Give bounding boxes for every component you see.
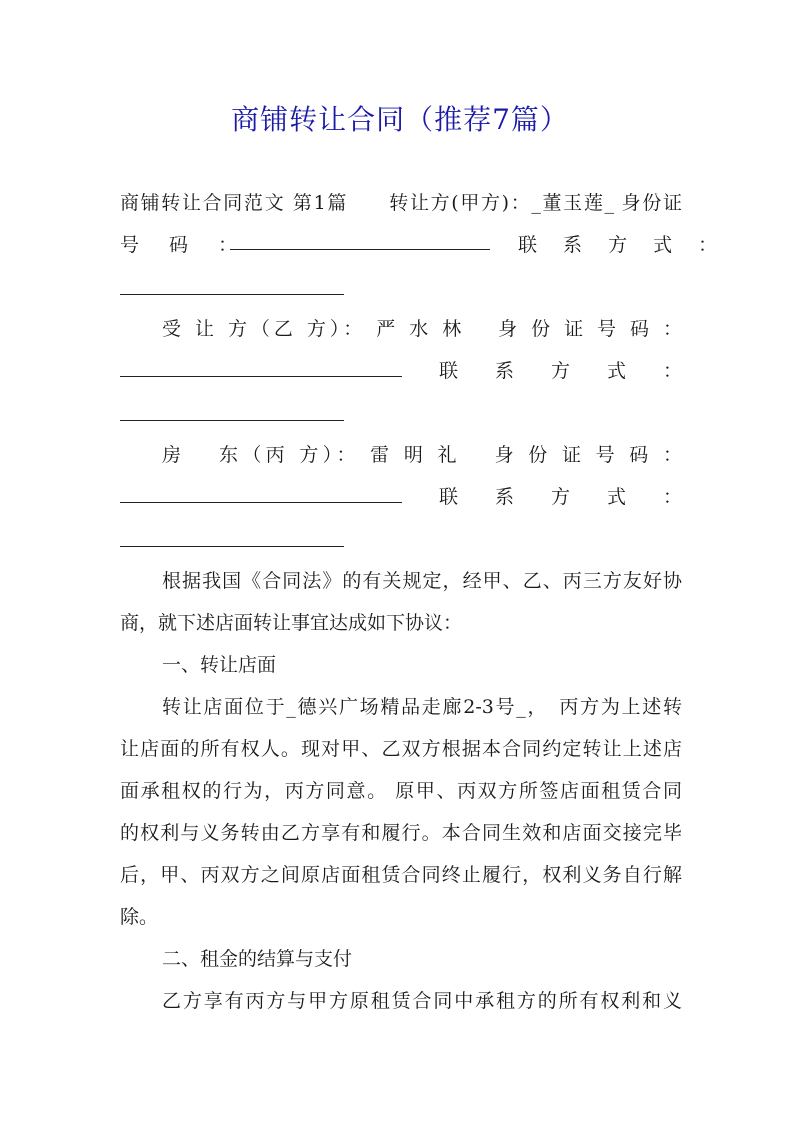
section1-line-5: 后，甲、丙双方之间原店面租赁合同终止履行，权利义务自行解 <box>120 864 682 886</box>
party-a-idno-line <box>120 231 728 259</box>
party-b-line: 受 让 方（乙 方）： 严 水 林 身 份 证 号 码 ： <box>162 318 682 340</box>
section1-line-2: 让店面的所有权人。现对甲、乙双方根据本合同约定转让上述店 <box>120 738 682 760</box>
party-c-contact-line <box>120 483 682 511</box>
party-b-contact-char: 方 <box>550 360 570 382</box>
party-b-contact-char: ： <box>662 360 682 382</box>
party-b-contact-char: 系 <box>494 360 514 382</box>
party-c-contact-blank <box>120 546 344 547</box>
party-a-idno-blank <box>230 231 490 250</box>
header-line: 商铺转让合同范文 第1篇 转让方(甲方)：_董玉莲_ 身份证 <box>120 192 682 214</box>
party-a-contact-blank <box>120 294 344 295</box>
party-c-line: 房 东（丙 方）： 雷 明 礼 身 份 证 号 码 ： <box>162 444 682 466</box>
section1-heading: 一、转让店面 <box>162 654 277 676</box>
party-b-contact-char: 式 <box>606 360 626 382</box>
party-a-idno-label: 号 码 ： <box>120 234 250 256</box>
party-b-contact-char: 联 <box>438 360 458 382</box>
document-title: 商铺转让合同（推荐7篇） <box>231 103 569 136</box>
party-b-contact-blank <box>120 420 344 421</box>
party-c-contact-char: 方 <box>550 486 570 508</box>
section1-line-3: 面承租权的行为，丙方同意。 原甲、丙双方所签店面租赁合同 <box>120 780 682 802</box>
party-c-contact-char: 联 <box>438 486 458 508</box>
intro-line-2: 商，就下述店面转让事宜达成如下协议： <box>120 612 463 634</box>
section2-line-1: 乙方享有丙方与甲方原租赁合同中承租方的所有权利和义 <box>162 990 682 1012</box>
party-c-contact-char: 系 <box>494 486 514 508</box>
section2-heading: 二、租金的结算与支付 <box>162 948 353 970</box>
party-c-contact-char: ： <box>662 486 682 508</box>
section1-line-6: 除。 <box>120 906 159 928</box>
section1-line-1: 转让店面位于_德兴广场精品走廊2-3号_， 丙方为上述转 <box>162 696 682 718</box>
party-b-idno-blank <box>120 358 402 377</box>
party-a-contact-label: 联 系 方 式 ： <box>518 234 728 256</box>
intro-line-1: 根据我国《合同法》的有关规定，经甲、乙、丙三方友好协 <box>162 570 682 592</box>
party-c-contact-char: 式 <box>606 486 626 508</box>
party-b-contact-line <box>120 357 682 385</box>
party-c-idno-blank <box>120 484 402 503</box>
section1-line-4: 的权利与义务转由乙方享有和履行。本合同生效和店面交接完毕 <box>120 822 682 844</box>
